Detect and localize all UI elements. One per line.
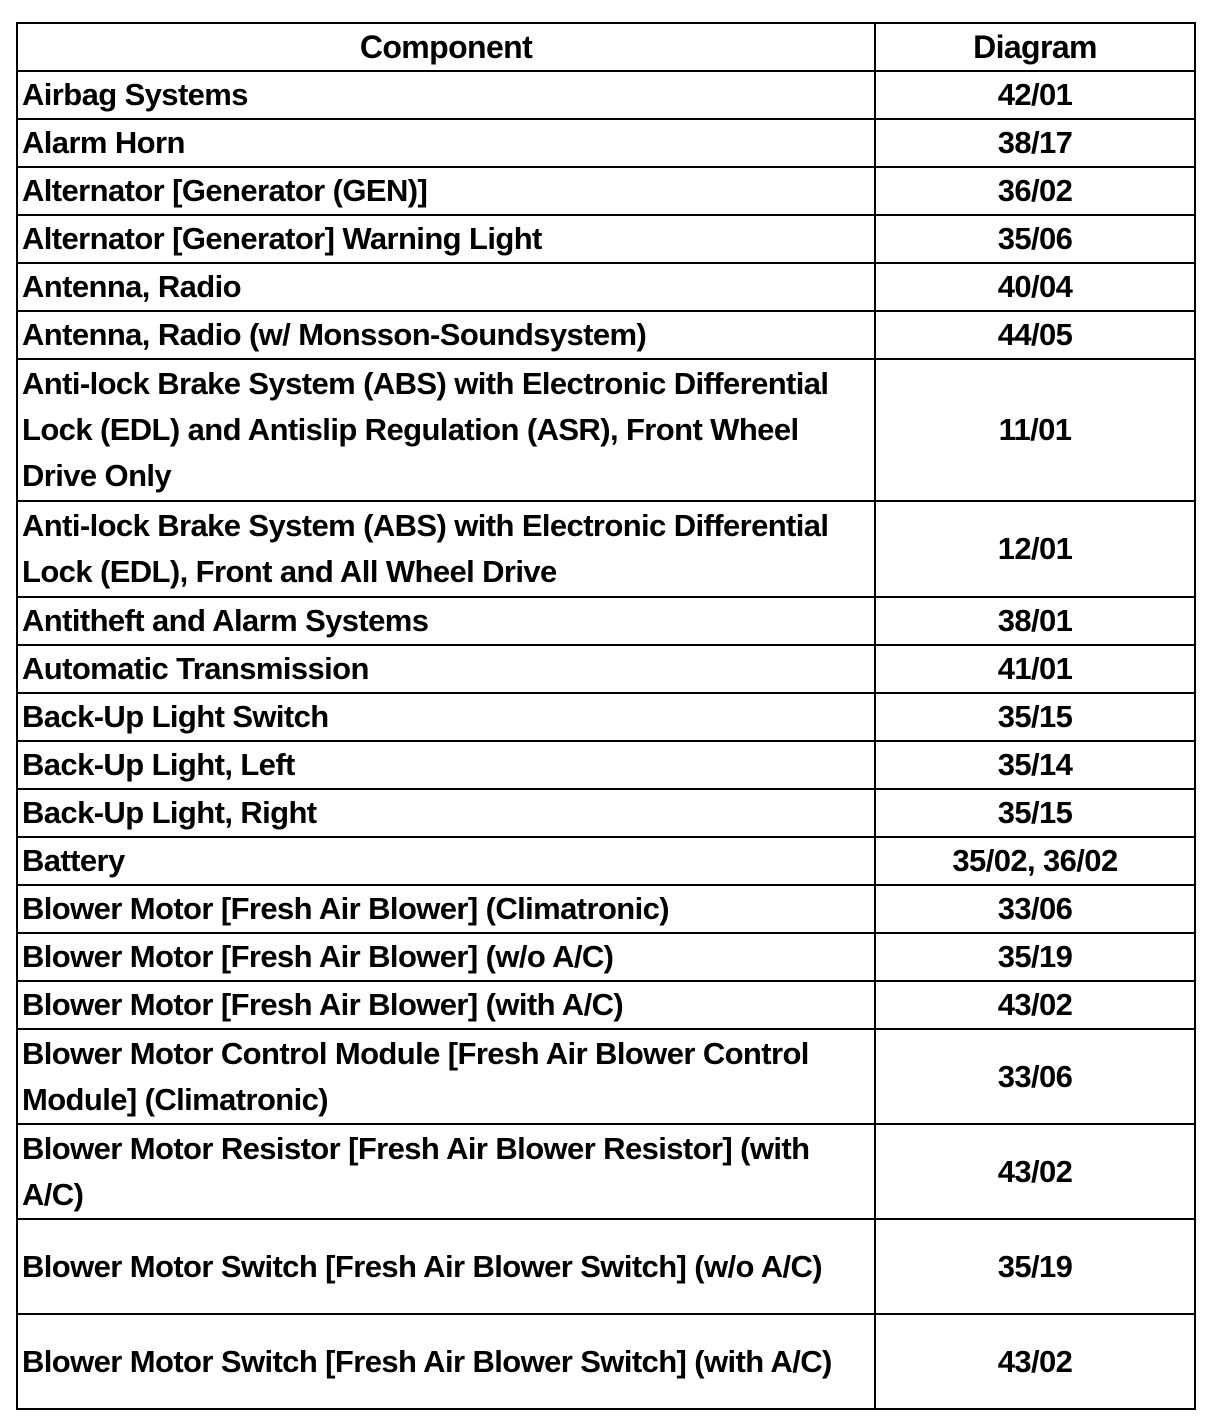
component-cell: Anti-lock Brake System (ABS) with Electronic Differential Lock (EDL), Front and All Wheel Drive bbox=[17, 501, 875, 597]
component-cell: Anti-lock Brake System (ABS) with Electronic Differential Lock (EDL) and Antislip Regulation (ASR), Front Wheel Drive Only bbox=[17, 359, 875, 501]
component-cell: Antenna, Radio bbox=[17, 263, 875, 311]
component-cell: Alternator [Generator] Warning Light bbox=[17, 215, 875, 263]
component-cell: Blower Motor [Fresh Air Blower] (Climatronic) bbox=[17, 885, 875, 933]
diagram-cell: 35/02, 36/02 bbox=[875, 837, 1195, 885]
diagram-cell: 35/14 bbox=[875, 741, 1195, 789]
diagram-cell: 40/04 bbox=[875, 263, 1195, 311]
table-row bbox=[17, 263, 1195, 311]
component-cell: Alarm Horn bbox=[17, 119, 875, 167]
diagram-cell: 12/01 bbox=[875, 501, 1195, 597]
diagram-cell: 35/06 bbox=[875, 215, 1195, 263]
diagram-cell: 38/01 bbox=[875, 597, 1195, 645]
component-cell: Back-Up Light Switch bbox=[17, 693, 875, 741]
component-cell: Battery bbox=[17, 837, 875, 885]
diagram-cell: 44/05 bbox=[875, 311, 1195, 359]
table-row bbox=[17, 501, 1195, 597]
diagram-cell: 42/01 bbox=[875, 71, 1195, 119]
component-cell: Antitheft and Alarm Systems bbox=[17, 597, 875, 645]
component-diagram-table bbox=[16, 22, 1196, 1410]
table-row bbox=[17, 837, 1195, 885]
component-cell: Back-Up Light, Left bbox=[17, 741, 875, 789]
component-cell: Blower Motor [Fresh Air Blower] (w/o A/C) bbox=[17, 933, 875, 981]
diagram-cell: 35/19 bbox=[875, 1219, 1195, 1314]
table-row bbox=[17, 359, 1195, 501]
diagram-cell: 38/17 bbox=[875, 119, 1195, 167]
component-cell: Blower Motor Switch [Fresh Air Blower Switch] (with A/C) bbox=[17, 1314, 875, 1409]
table-row bbox=[17, 741, 1195, 789]
table-row bbox=[17, 1029, 1195, 1124]
table-row bbox=[17, 933, 1195, 981]
component-cell: Blower Motor Control Module [Fresh Air Blower Control Module] (Climatronic) bbox=[17, 1029, 875, 1124]
diagram-cell: 43/02 bbox=[875, 1314, 1195, 1409]
diagram-cell: 35/15 bbox=[875, 693, 1195, 741]
table-row bbox=[17, 885, 1195, 933]
table-row bbox=[17, 215, 1195, 263]
table-row bbox=[17, 119, 1195, 167]
component-cell: Antenna, Radio (w/ Monsson-Soundsystem) bbox=[17, 311, 875, 359]
table-row bbox=[17, 71, 1195, 119]
component-cell: Blower Motor Switch [Fresh Air Blower Switch] (w/o A/C) bbox=[17, 1219, 875, 1314]
table-row bbox=[17, 167, 1195, 215]
component-cell: Airbag Systems bbox=[17, 71, 875, 119]
table-row bbox=[17, 1124, 1195, 1219]
table-row bbox=[17, 645, 1195, 693]
table-row bbox=[17, 597, 1195, 645]
diagram-cell: 33/06 bbox=[875, 1029, 1195, 1124]
diagram-cell: 43/02 bbox=[875, 1124, 1195, 1219]
table-row bbox=[17, 1219, 1195, 1314]
diagram-cell: 35/15 bbox=[875, 789, 1195, 837]
table-row bbox=[17, 789, 1195, 837]
table-row bbox=[17, 693, 1195, 741]
header-row bbox=[17, 23, 1195, 71]
component-cell: Automatic Transmission bbox=[17, 645, 875, 693]
table-row bbox=[17, 981, 1195, 1029]
component-cell: Blower Motor [Fresh Air Blower] (with A/C) bbox=[17, 981, 875, 1029]
diagram-cell: 35/19 bbox=[875, 933, 1195, 981]
component-cell: Back-Up Light, Right bbox=[17, 789, 875, 837]
diagram-column-header: Diagram bbox=[875, 23, 1195, 71]
diagram-cell: 33/06 bbox=[875, 885, 1195, 933]
component-cell: Blower Motor Resistor [Fresh Air Blower Resistor] (with A/C) bbox=[17, 1124, 875, 1219]
table-row bbox=[17, 1314, 1195, 1409]
table-row bbox=[17, 311, 1195, 359]
component-cell: Alternator [Generator (GEN)] bbox=[17, 167, 875, 215]
diagram-cell: 11/01 bbox=[875, 359, 1195, 501]
component-column-header: Component bbox=[17, 23, 875, 71]
diagram-cell: 36/02 bbox=[875, 167, 1195, 215]
diagram-cell: 41/01 bbox=[875, 645, 1195, 693]
diagram-cell: 43/02 bbox=[875, 981, 1195, 1029]
